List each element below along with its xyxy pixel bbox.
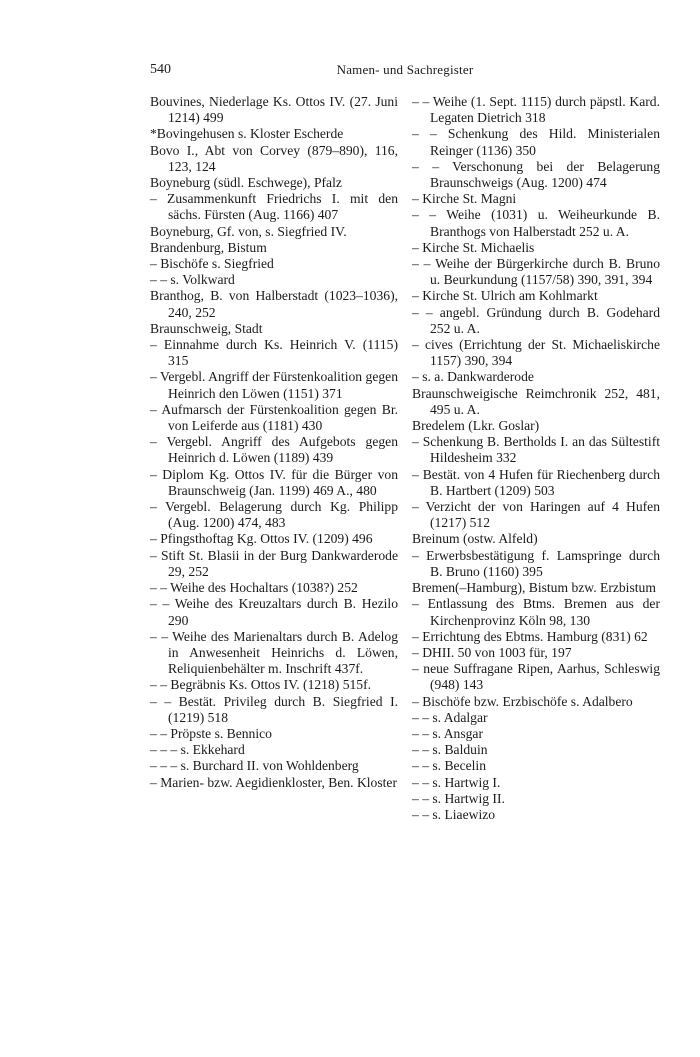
index-entry: Breinum (ostw. Alfeld) bbox=[412, 531, 538, 547]
index-entry: – – s. Hartwig I. bbox=[412, 774, 501, 790]
index-entry: Brandenburg, Bistum bbox=[150, 239, 267, 255]
index-entry: – Erwerbsbestätigung f. Lamspringe durch B. Bruno (1160) 395 bbox=[412, 547, 660, 579]
index-entry: – – s. Liaewizo bbox=[412, 806, 496, 822]
index-entry: – Kirche St. Magni bbox=[412, 191, 517, 207]
index-entry: – s. a. Dankwarderode bbox=[412, 369, 534, 385]
index-entry: Bovo I., Abt von Corvey (879–890), 116, 123, 124 bbox=[150, 142, 398, 174]
index-entry: – Marien- bzw. Aegidienkloster, Ben. Kloster bbox=[150, 774, 397, 790]
index-entry: Boyneburg (südl. Eschwege), Pfalz bbox=[150, 175, 342, 191]
index-entry: – – Weihe der Bürgerkirche durch B. Bruno u. Beurkundung (1157/58) 390, 391, 394 bbox=[412, 256, 660, 288]
index-entry: Branthog, B. von Halberstadt (1023–1036), 240, 252 bbox=[150, 288, 398, 320]
index-entry: – Aufmarsch der Fürstenkoalition gegen Br. von Leiferde aus (1181) 430 bbox=[150, 401, 398, 434]
index-column-left bbox=[150, 94, 398, 791]
index-entry: – – Schenkung des Hild. Ministerialen Reinger (1136) 350 bbox=[412, 126, 660, 158]
index-entry: – – s. Adalgar bbox=[412, 709, 488, 725]
index-entry: Bouvines, Niederlage Ks. Ottos IV. (27. Juni 1214) 499 bbox=[150, 94, 398, 126]
index-entry: Braunschweigische Reimchronik 252, 481, 495 u. A. bbox=[412, 385, 660, 417]
index-entry: – – s. Ansgar bbox=[412, 725, 483, 741]
index-column-right bbox=[412, 94, 660, 823]
index-entry: – – Weihe des Kreuzaltars durch B. Hezilo 290 bbox=[150, 596, 398, 628]
index-entry: – Pfingsthoftag Kg. Ottos IV. (1209) 496 bbox=[150, 531, 373, 547]
index-entry: – – Weihe des Hochaltars (1038?) 252 bbox=[150, 580, 358, 596]
index-entry: – – angebl. Gründung durch B. Godehard 252 u. A. bbox=[412, 304, 660, 336]
index-entry: – – Weihe (1031) u. Weiheurkunde B. Branthogs von Halberstadt 252 u. A. bbox=[412, 207, 660, 239]
index-entry: – Einnahme durch Ks. Heinrich V. (1115) 315 bbox=[150, 337, 398, 369]
index-entry: – – s. Hartwig II. bbox=[412, 790, 505, 806]
index-entry: – – s. Becelin bbox=[412, 758, 486, 774]
index-entry: – – Verschonung bei der Belagerung Braunschweigs (Aug. 1200) 474 bbox=[412, 158, 660, 191]
index-entry: – Schenkung B. Bertholds I. an das Sültestift Hildesheim 332 bbox=[412, 434, 660, 466]
index-entry: – Entlassung des Btms. Bremen aus der Kirchenprovinz Köln 98, 130 bbox=[412, 596, 660, 628]
index-entry: – Bestät. von 4 Hufen für Riechenberg durch B. Hartbert (1209) 503 bbox=[412, 466, 660, 498]
index-entry: – Errichtung des Ebtms. Hamburg (831) 62 bbox=[412, 628, 648, 644]
index-entry: – Kirche St. Michaelis bbox=[412, 239, 535, 255]
index-entry: – neue Suffragane Ripen, Aarhus, Schleswig (948) 143 bbox=[412, 661, 660, 693]
index-entry: – Diplom Kg. Ottos IV. für die Bürger von Braunschweig (Jan. 1199) 469 A., 480 bbox=[150, 466, 398, 498]
index-entry: – Stift St. Blasii in der Burg Dankwarderode 29, 252 bbox=[150, 547, 398, 579]
index-entry: – – Begräbnis Ks. Ottos IV. (1218) 515f. bbox=[150, 677, 372, 693]
index-entry: – Kirche St. Ulrich am Kohlmarkt bbox=[412, 288, 598, 304]
index-entry: Bremen(–Hamburg), Bistum bzw. Erzbistum bbox=[412, 580, 656, 596]
index-entry: – DHII. 50 von 1003 für, 197 bbox=[412, 644, 572, 660]
index-entry: – Vergebl. Angriff des Aufgebots gegen Heinrich d. Löwen (1189) 439 bbox=[150, 434, 398, 466]
index-entry: Bredelem (Lkr. Goslar) bbox=[412, 418, 540, 434]
index-entry: – – Pröpste s. Bennico bbox=[150, 725, 272, 741]
index-entry: – – Weihe (1. Sept. 1115) durch päpstl. Kard. Legaten Dietrich 318 bbox=[412, 94, 660, 126]
index-entry: – – Bestät. Privileg durch B. Siegfried I. (1219) 518 bbox=[150, 693, 398, 725]
index-entry: – – – s. Burchard II. von Wohldenberg bbox=[150, 758, 359, 774]
running-title: Namen- und Sachregister bbox=[336, 62, 474, 77]
index-entry: – Vergebl. Belagerung durch Kg. Philipp (Aug. 1200) 474, 483 bbox=[150, 499, 398, 531]
page-header bbox=[150, 62, 660, 82]
index-entry: – Vergebl. Angriff der Fürstenkoalition gegen Heinrich den Löwen (1151) 371 bbox=[150, 369, 398, 401]
index-entry: – – s. Balduin bbox=[412, 742, 488, 758]
index-entry: *Bovingehusen s. Kloster Escherde bbox=[150, 126, 344, 142]
index-entry: – Zusammenkunft Friedrichs I. mit den sächs. Fürsten (Aug. 1166) 407 bbox=[150, 191, 398, 223]
index-entry: – Bischöfe s. Siegfried bbox=[150, 256, 274, 272]
index-entry: – – – s. Ekkehard bbox=[150, 742, 245, 758]
index-entry: Braunschweig, Stadt bbox=[150, 320, 263, 336]
page-number: 540 bbox=[150, 62, 171, 77]
index-entry: – – Weihe des Marienaltars durch B. Adelog in Anwesenheit Heinrichs d. Löwen, Reliquienbehälter m. Inschrift 437f. bbox=[150, 628, 398, 677]
index-entry: – cives (Errichtung der St. Michaeliskirche 1157) 390, 394 bbox=[412, 337, 660, 369]
index-entry: – Bischöfe bzw. Erzbischöfe s. Adalbero bbox=[412, 693, 633, 709]
index-entry: – – s. Volkward bbox=[150, 272, 235, 288]
index-entry: – Verzicht der von Haringen auf 4 Hufen (1217) 512 bbox=[412, 499, 660, 531]
index-entry: Boyneburg, Gf. von, s. Siegfried IV. bbox=[150, 223, 347, 239]
